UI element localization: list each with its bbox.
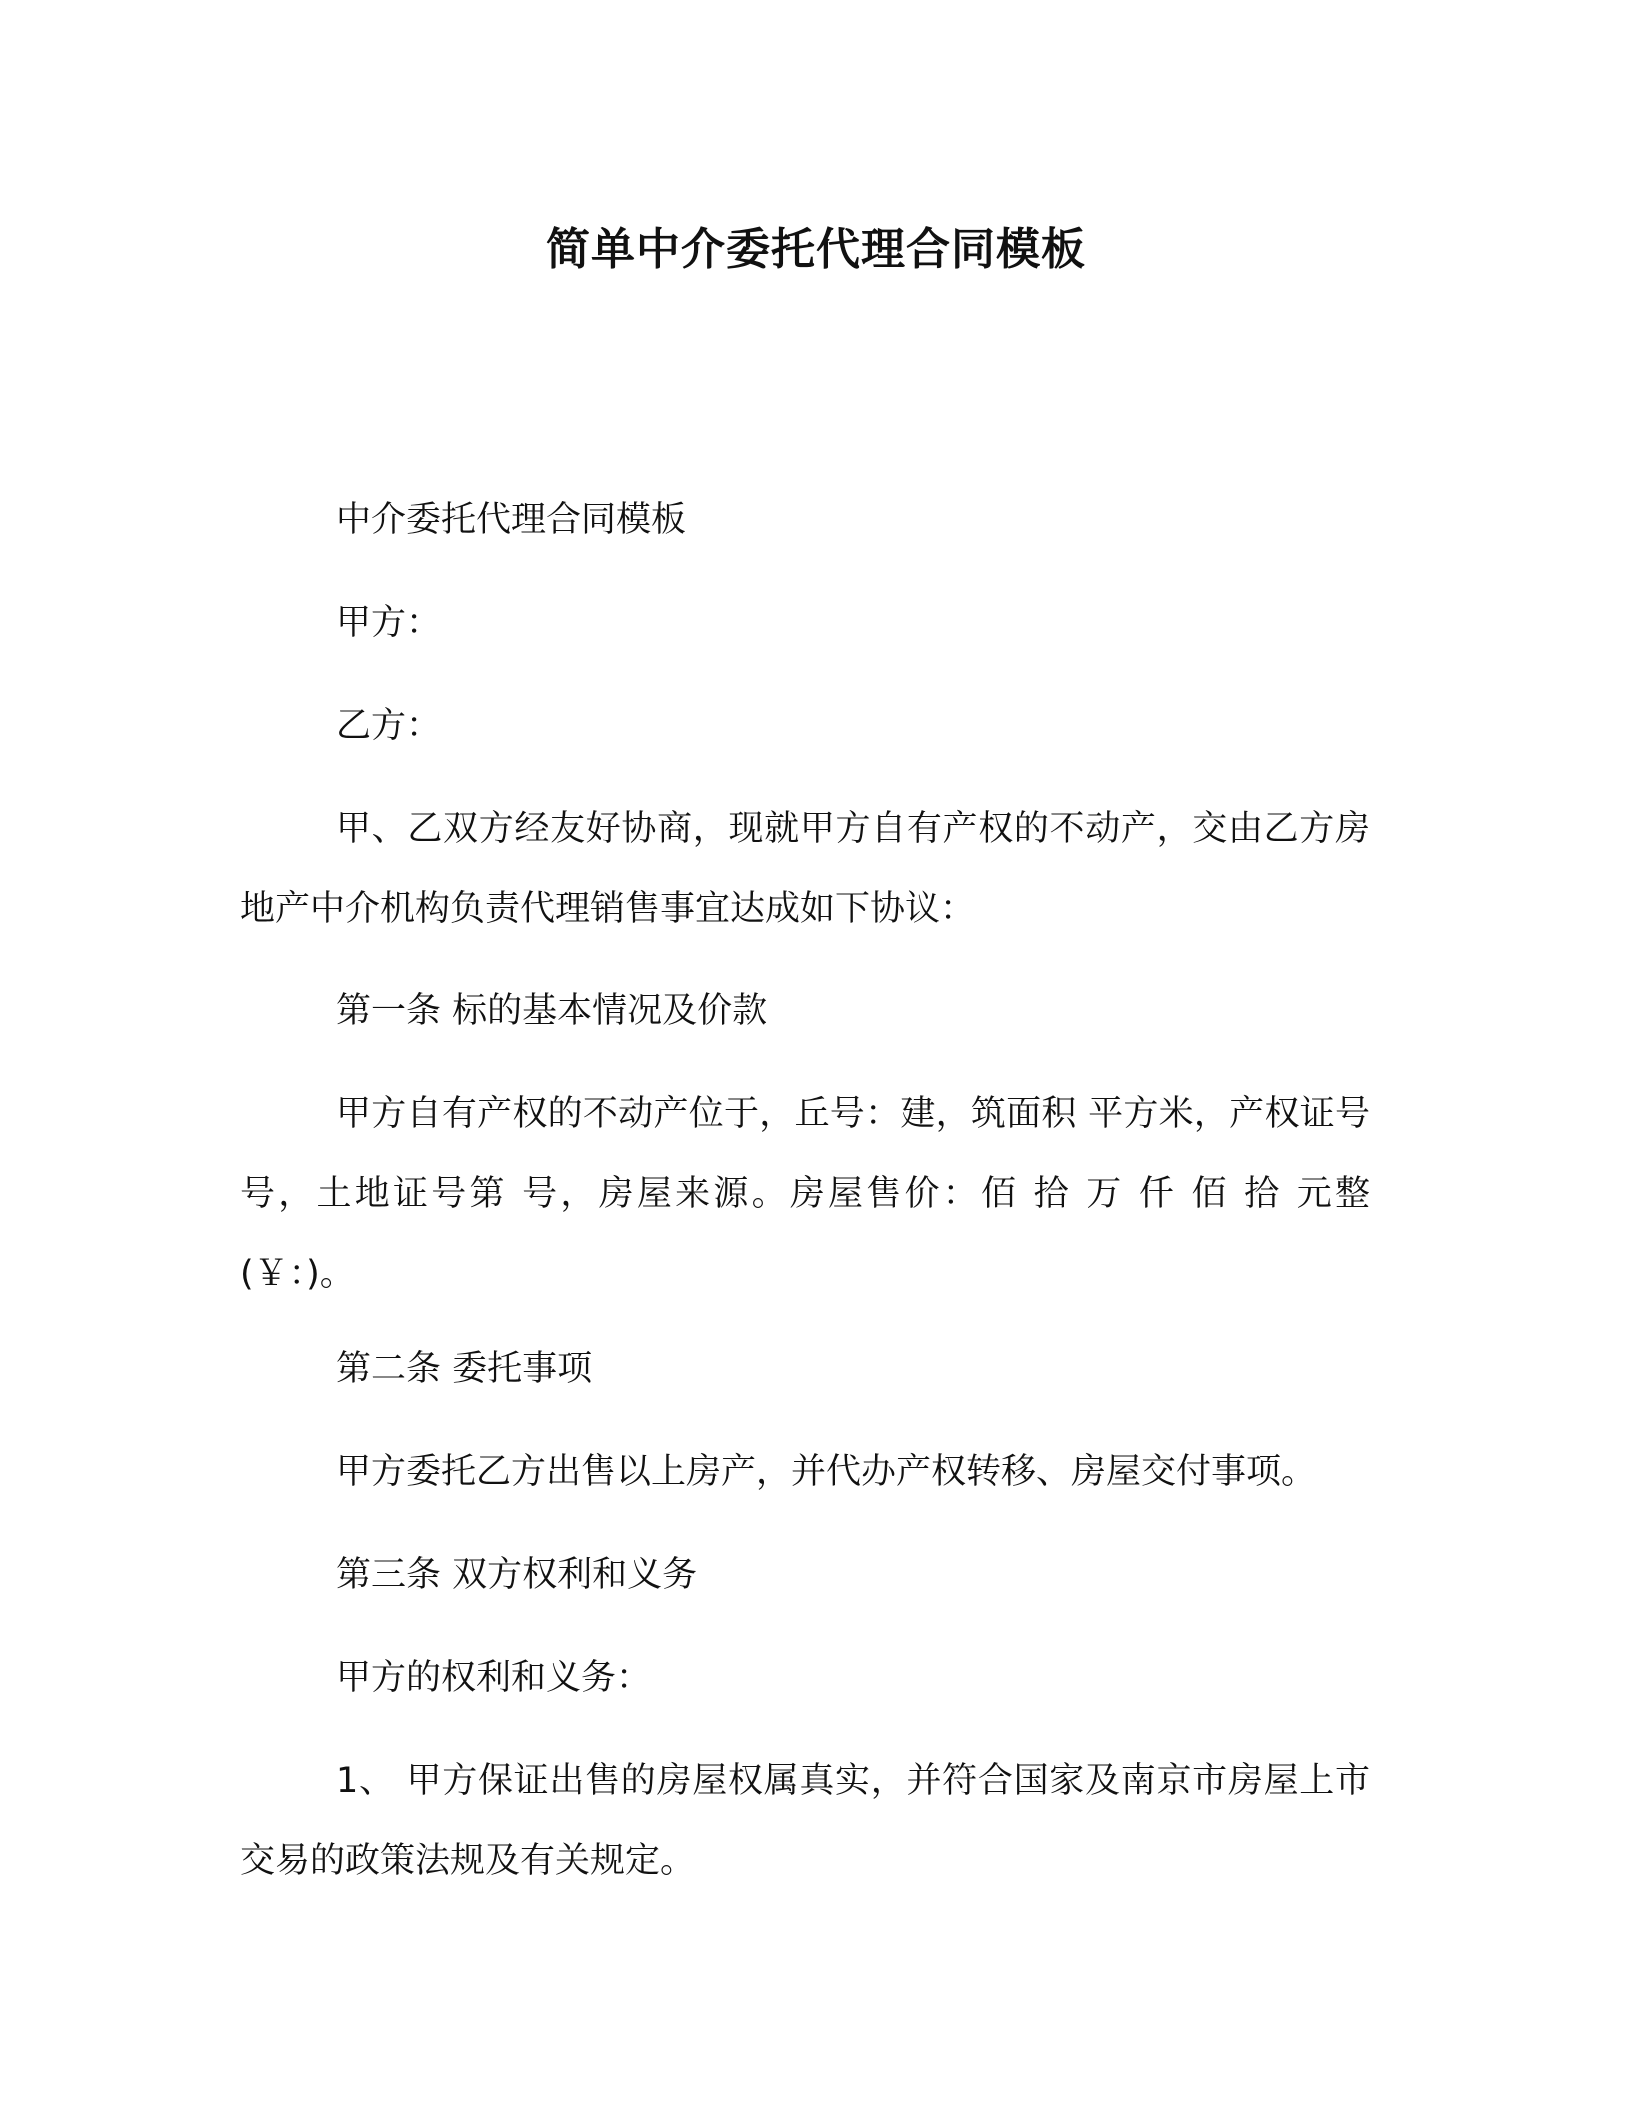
article-1-heading: 第一条 标的基本情况及价款: [336, 991, 768, 1031]
article-3-heading: 第三条 双方权利和义务: [336, 1555, 698, 1595]
party-b-line: 乙方：: [336, 706, 442, 746]
article-2-heading: 第二条 委托事项: [336, 1349, 593, 1389]
article-2-body: 甲方委托乙方出售以上房产，并代办产权转移、房屋交付事项。: [336, 1452, 1317, 1492]
party-a-line: 甲方：: [336, 603, 442, 643]
agreement-intro-paragraph: 甲、乙双方经友好协商，现就甲方自有产权的不动产，交由乙方房地产中介机构负责代理销售事宜达成如下协议：: [240, 809, 1370, 929]
article-1-body: 甲方自有产权的不动产位于，丘号：建，筑面积 平方米，产权证号 号，土地证号第 号，房屋来源。房屋售价：佰 拾 万 仟 佰 拾 元整(￥：)。: [240, 1094, 1370, 1294]
party-a-rights-heading: 甲方的权利和义务：: [336, 1658, 652, 1698]
party-a-clause-1: 1、 甲方保证出售的房屋权属真实，并符合国家及南京市房屋上市交易的政策法规及有关规定。: [240, 1761, 1370, 1881]
document-title: 简单中介委托代理合同模板: [546, 224, 1086, 275]
subtitle-paragraph: 中介委托代理合同模板: [336, 500, 687, 540]
